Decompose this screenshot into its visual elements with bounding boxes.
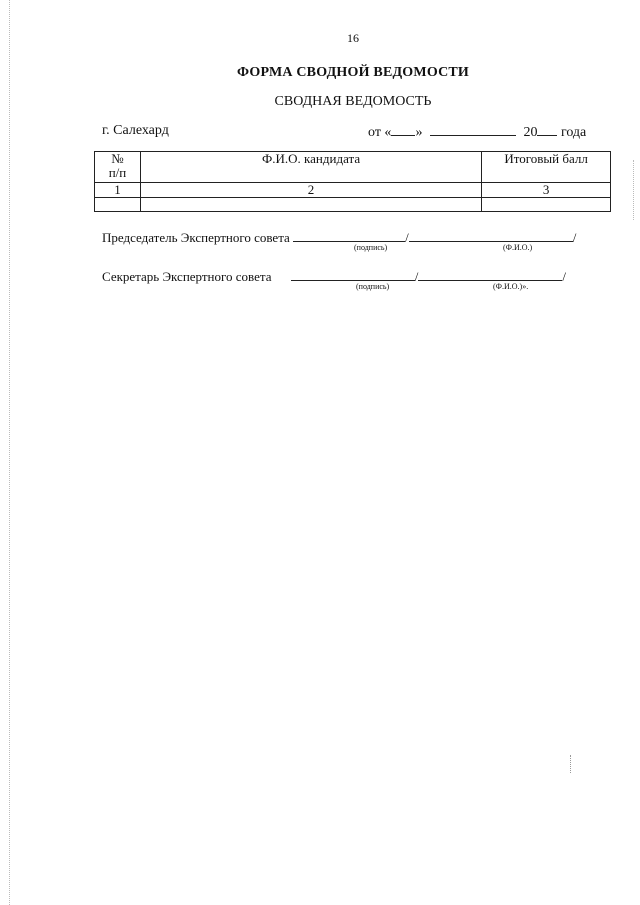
secretary-label: Секретарь Экспертного совета — [102, 269, 272, 284]
secretary-signature-blank — [291, 268, 415, 281]
document-title: СВОДНАЯ ВЕДОМОСТЬ — [274, 94, 432, 109]
header-candidate-name: Ф.И.О. кандидата — [140, 152, 481, 183]
chairman-slash-end: / — [572, 230, 577, 245]
chairman-slash: / — [405, 230, 409, 245]
secretary-slash: / — [414, 269, 419, 284]
chairman-name-blank — [409, 229, 573, 242]
secretary-signature-caption: (подпись) — [356, 282, 390, 291]
year-suffix: года — [560, 125, 587, 140]
secretary-slash-end: / — [562, 269, 566, 284]
scan-margin-artifact — [570, 755, 572, 773]
table-cell — [482, 198, 611, 212]
scan-margin-artifact — [633, 160, 635, 220]
header-number — [95, 152, 141, 183]
header-total-score: Итоговый балл — [482, 152, 611, 183]
column-number-row — [95, 183, 611, 198]
column-number-3: 3 — [482, 183, 611, 198]
table-cell — [95, 198, 141, 212]
scan-margin-artifact — [9, 0, 11, 905]
page-number: 16 — [347, 31, 359, 45]
secretary-name-blank — [418, 268, 562, 281]
header-number-line1: № — [111, 151, 124, 166]
city-label: г. Салехард — [102, 123, 169, 138]
date-line — [368, 123, 586, 141]
year-blank — [537, 123, 557, 136]
form-title: ФОРМА СВОДНОЙ ВЕДОМОСТИ — [236, 65, 470, 80]
chairman-signature-blank — [293, 229, 405, 242]
day-blank — [391, 123, 415, 136]
table-row — [95, 198, 611, 212]
chairman-name-caption: (Ф.И.О.) — [503, 243, 533, 252]
chairman-signature-caption: (подпись) — [354, 243, 388, 252]
table-header-row — [95, 152, 611, 183]
year-prefix: 20 — [523, 125, 538, 140]
date-from-label: от « — [368, 125, 392, 140]
summary-table — [94, 151, 611, 212]
month-blank — [430, 123, 516, 136]
chairman-label: Председатель Экспертного совета — [102, 230, 290, 245]
date-quote-close: » — [415, 125, 423, 140]
column-number-1: 1 — [95, 183, 141, 198]
secretary-name-caption: (Ф.И.О.)». — [493, 282, 529, 291]
header-number-line2: п/п — [108, 165, 127, 180]
column-number-2: 2 — [140, 183, 481, 198]
table-cell — [140, 198, 481, 212]
